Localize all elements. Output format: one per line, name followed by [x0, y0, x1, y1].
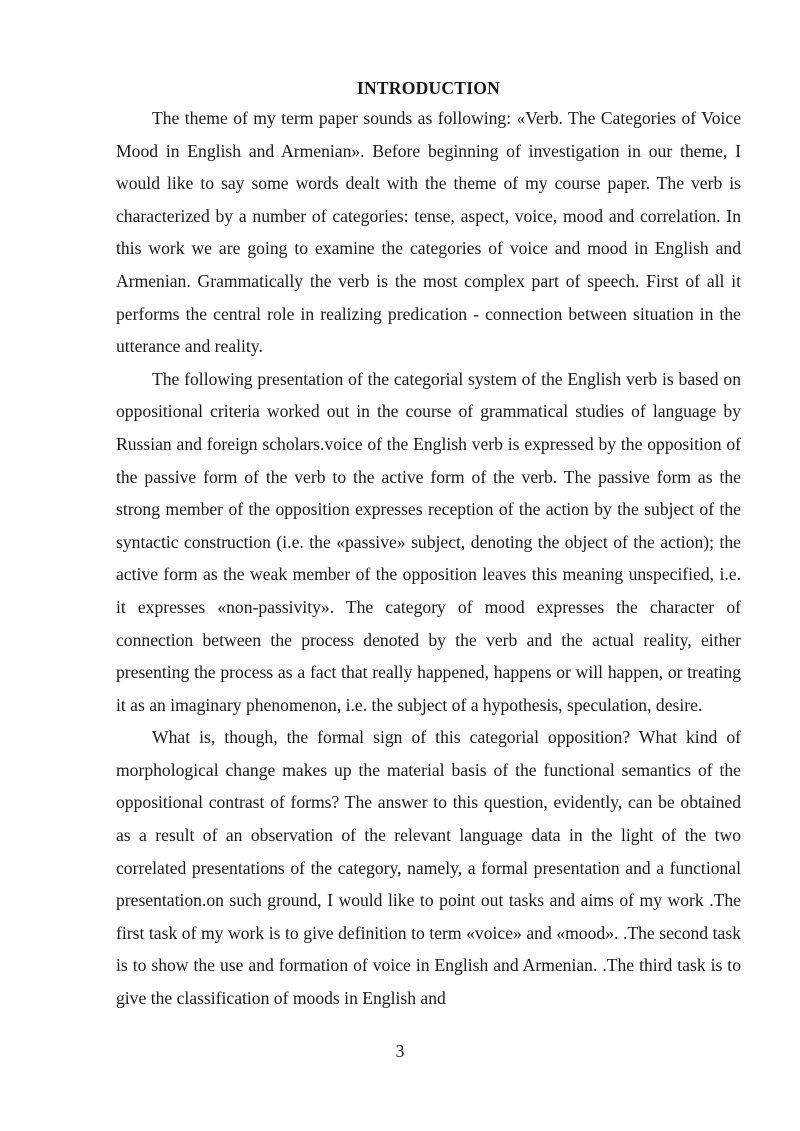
paragraph-3: What is, though, the formal sign of this categorial opposition? What kind of morphological change makes up the material basis of the functional semantics of the oppositional contrast of forms? The answer to this question, evidently, can be obtained as a result of an observation of the relevant language data in the light of the two correlated presentations of the category, namely, a formal presentation and a functional presentation.on such ground, I would like to point out tasks and aims of my work .The first task of my work is to give definition to term «voice» and «mood». .The second task is to show the use and formation of voice in English and Armenian. .The third task is to give the classification of moods in English and — [116, 727, 741, 1009]
section-title: INTRODUCTION — [356, 78, 501, 98]
paragraph-1: The theme of my term paper sounds as following: «Verb. The Categories of Voice Mood in English and Armenian». Before beginning of investigation in our theme, I would like to say some words dealt with the theme of my course paper. The verb is characterized by a number of categories: tense, aspect, voice, mood and correlation. In this work we are going to examine the categories of voice and mood in English and Armenian. Grammatically the verb is the most complex part of speech. First of all it performs the central role in realizing predication - connection between situation in the utterance and reality. — [116, 108, 741, 357]
page-number: 3 — [395, 1041, 405, 1061]
page-content — [116, 74, 741, 1015]
paragraph-2: The following presentation of the categorial system of the English verb is based on oppositional criteria worked out in the course of grammatical studies of language by Russian and foreign scholars.voice of the English verb is expressed by the opposition of the passive form of the verb to the active form of the verb. The passive form as the strong member of the opposition expresses reception of the action by the subject of the syntactic construction (i.e. the «passive» subject, denoting the object of the action); the active form as the weak member of the opposition leaves this meaning unspecified, i.e. it expresses «non-passivity». The category of mood expresses the character of connection between the process denoted by the verb and the actual reality, either presenting the process as a fact that really happened, happens or will happen, or treating it as an imaginary phenomenon, i.e. the subject of a hypothesis, speculation, desire. — [116, 368, 741, 715]
